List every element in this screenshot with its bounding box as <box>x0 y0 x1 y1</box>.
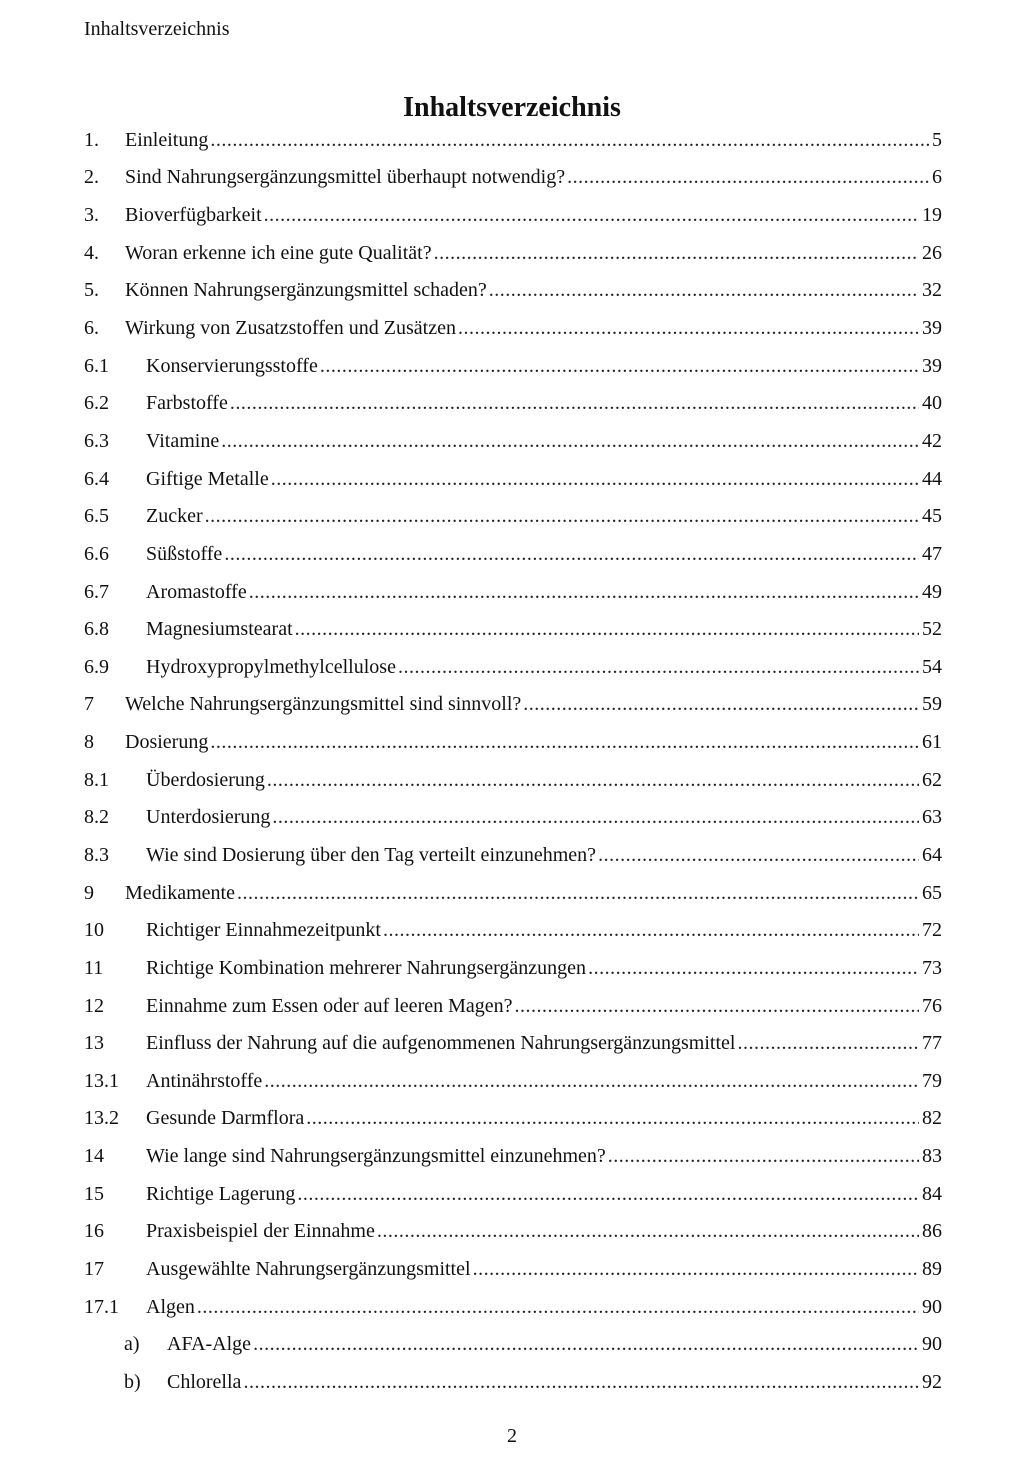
dot-leader <box>264 203 919 227</box>
toc-entry-number: 10 <box>84 919 104 942</box>
toc-entry-6[interactable] <box>84 309 942 347</box>
toc-entry-label: Magnesiumstearat <box>146 618 293 641</box>
toc-entry-label: Praxisbeispiel der Einnahme <box>146 1220 375 1243</box>
toc-entry-12[interactable] <box>84 987 942 1025</box>
toc-entry-number: 6. <box>84 317 99 340</box>
toc-entry-label: Welche Nahrungsergänzungsmittel sind sinnvoll? <box>125 693 522 716</box>
toc-entry-page: 89 <box>922 1258 942 1281</box>
toc-entry-13-1[interactable] <box>84 1062 942 1100</box>
toc-entry-label: Zucker <box>146 505 203 528</box>
toc-entry-label: Aromastoffe <box>146 580 247 603</box>
dot-leader <box>253 1332 919 1356</box>
dot-leader <box>267 768 919 792</box>
toc-entry-number: 6.8 <box>84 618 109 641</box>
toc-entry-number: 12 <box>84 994 104 1017</box>
dot-leader <box>221 429 919 453</box>
toc-entry-label: Dosierung <box>125 731 209 754</box>
toc-entry-number: 8 <box>84 731 94 754</box>
toc-entry-page: 6 <box>932 166 942 189</box>
toc-list <box>84 121 942 1401</box>
dot-leader <box>598 843 919 867</box>
dot-leader <box>272 805 919 829</box>
toc-entry-8-3[interactable] <box>84 836 942 874</box>
toc-entry-page: 62 <box>922 768 942 791</box>
toc-entry-page: 39 <box>922 354 942 377</box>
toc-entry-page: 86 <box>922 1220 942 1243</box>
toc-entry-13-2[interactable] <box>84 1100 942 1138</box>
toc-entry-page: 49 <box>922 580 942 603</box>
toc-entry-number: 5. <box>84 279 99 302</box>
toc-entry-label: Algen <box>146 1295 195 1318</box>
toc-entry-6-2[interactable] <box>84 384 942 422</box>
dot-leader <box>737 1031 919 1055</box>
toc-entry-6-7[interactable] <box>84 573 942 611</box>
dot-leader <box>243 1370 919 1394</box>
toc-entry-page: 82 <box>922 1107 942 1130</box>
toc-entry-page: 79 <box>922 1069 942 1092</box>
toc-entry-label: Vitamine <box>146 429 220 452</box>
toc-entry-label: Woran erkenne ich eine gute Qualität? <box>125 241 432 264</box>
dot-leader <box>567 165 929 189</box>
toc-entry-4[interactable] <box>84 234 942 272</box>
toc-entry-number: 6.9 <box>84 655 109 678</box>
toc-entry-page: 72 <box>922 919 942 942</box>
dot-leader <box>224 542 919 566</box>
toc-entry-number: 13 <box>84 1032 104 1055</box>
toc-entry-17-1-a[interactable] <box>84 1326 942 1364</box>
toc-entry-number: 8.3 <box>84 843 109 866</box>
toc-entry-page: 19 <box>922 204 942 227</box>
dot-leader <box>297 1182 919 1206</box>
dot-leader <box>383 918 919 942</box>
toc-entry-6-9[interactable] <box>84 648 942 686</box>
toc-entry-label: Antinährstoffe <box>146 1069 263 1092</box>
toc-entry-label: Farbstoffe <box>146 392 228 415</box>
toc-entry-6-4[interactable] <box>84 460 942 498</box>
toc-entry-17-1[interactable] <box>84 1288 942 1326</box>
toc-entry-label: Wirkung von Zusatzstoffen und Zusätzen <box>125 317 456 340</box>
toc-entry-number: 13.2 <box>84 1107 119 1130</box>
toc-entry-label: Wie sind Dosierung über den Tag verteilt einzunehmen? <box>146 843 597 866</box>
dot-leader <box>398 655 919 679</box>
toc-entry-11[interactable] <box>84 949 942 987</box>
toc-entry-label: Richtige Lagerung <box>146 1182 296 1205</box>
toc-entry-number: 2. <box>84 166 99 189</box>
toc-entry-15[interactable] <box>84 1175 942 1213</box>
dot-leader <box>210 730 919 754</box>
toc-entry-page: 76 <box>922 994 942 1017</box>
toc-entry-label: Richtige Kombination mehrerer Nahrungsergänzungen <box>146 956 587 979</box>
toc-entry-page: 54 <box>922 655 942 678</box>
toc-entry-page: 65 <box>922 881 942 904</box>
dot-leader <box>271 467 919 491</box>
dot-leader <box>197 1295 919 1319</box>
toc-entry-label: Sind Nahrungsergänzungsmittel überhaupt notwendig? <box>125 166 566 189</box>
dot-leader <box>588 956 919 980</box>
toc-entry-label: Einleitung <box>125 128 209 151</box>
toc-entry-label: Richtiger Einnahmezeitpunkt <box>146 919 381 942</box>
toc-entry-number: 6.3 <box>84 429 109 452</box>
toc-entry-9[interactable] <box>84 874 942 912</box>
toc-entry-number: 6.5 <box>84 505 109 528</box>
toc-entry-label: Bioverfügbarkeit <box>125 204 262 227</box>
dot-leader <box>210 128 929 152</box>
toc-entry-2[interactable] <box>84 159 942 197</box>
toc-entry-8[interactable] <box>84 723 942 761</box>
toc-entry-page: 64 <box>922 843 942 866</box>
toc-entry-page: 5 <box>932 128 942 151</box>
toc-entry-6-1[interactable] <box>84 347 942 385</box>
toc-entry-label: Einnahme zum Essen oder auf leeren Magen? <box>146 994 513 1017</box>
toc-entry-number: 15 <box>84 1182 104 1205</box>
toc-entry-label: Können Nahrungsergänzungsmittel schaden? <box>125 279 487 302</box>
toc-entry-number: 17 <box>84 1258 104 1281</box>
dot-leader <box>320 354 919 378</box>
toc-entry-number: 7 <box>84 693 94 716</box>
dot-leader <box>205 504 919 528</box>
toc-entry-label: Medikamente <box>125 881 235 904</box>
dot-leader <box>473 1257 919 1281</box>
toc-entry-number: 14 <box>84 1145 104 1168</box>
toc-entry-7[interactable] <box>84 686 942 724</box>
toc-entry-label: Hydroxypropylmethylcellulose <box>146 655 396 678</box>
toc-entry-page: 32 <box>922 279 942 302</box>
toc-entry-label: Chlorella <box>167 1370 242 1393</box>
toc-entry-page: 40 <box>922 392 942 415</box>
toc-entry-number: 8.2 <box>84 806 109 829</box>
toc-entry-number: 6.7 <box>84 580 109 603</box>
toc-entry-17[interactable] <box>84 1250 942 1288</box>
toc-entry-label: AFA-Alge <box>167 1333 252 1356</box>
toc-entry-number: 1. <box>84 128 99 151</box>
toc-entry-label: Konservierungsstoffe <box>146 354 318 377</box>
toc-entry-label: Wie lange sind Nahrungsergänzungsmittel einzunehmen? <box>146 1145 606 1168</box>
toc-entry-number: 3. <box>84 204 99 227</box>
running-header: Inhaltsverzeichnis <box>84 18 230 40</box>
toc-entry-page: 61 <box>922 731 942 754</box>
toc-entry-page: 90 <box>922 1333 942 1356</box>
toc-entry-page: 52 <box>922 618 942 641</box>
dot-leader <box>230 391 919 415</box>
toc-entry-number: 11 <box>84 956 104 979</box>
toc-entry-label: Ausgewählte Nahrungsergänzungsmittel <box>146 1258 471 1281</box>
dot-leader <box>489 278 919 302</box>
toc-entry-page: 83 <box>922 1145 942 1168</box>
toc-entry-17-1-b[interactable] <box>84 1363 942 1401</box>
toc-entry-number: 16 <box>84 1220 104 1243</box>
toc-entry-page: 73 <box>922 956 942 979</box>
toc-entry-3[interactable] <box>84 196 942 234</box>
toc-entry-page: 63 <box>922 806 942 829</box>
toc-entry-number: 13.1 <box>84 1069 119 1092</box>
dot-leader <box>523 692 919 716</box>
toc-entry-page: 42 <box>922 429 942 452</box>
toc-entry-page: 39 <box>922 317 942 340</box>
toc-entry-page: 90 <box>922 1295 942 1318</box>
toc-entry-number: a) <box>124 1333 140 1356</box>
toc-entry-page: 26 <box>922 241 942 264</box>
dot-leader <box>295 617 919 641</box>
toc-entry-13[interactable] <box>84 1024 942 1062</box>
toc-entry-page: 45 <box>922 505 942 528</box>
toc-entry-label: Unterdosierung <box>146 806 271 829</box>
toc-entry-number: 6.2 <box>84 392 109 415</box>
toc-entry-6-8[interactable] <box>84 610 942 648</box>
toc-entry-label: Gesunde Darmflora <box>146 1107 305 1130</box>
toc-entry-number: 6.1 <box>84 354 109 377</box>
toc-entry-6-6[interactable] <box>84 535 942 573</box>
toc-entry-page: 77 <box>922 1032 942 1055</box>
dot-leader <box>608 1144 919 1168</box>
toc-entry-page: 84 <box>922 1182 942 1205</box>
toc-entry-1[interactable] <box>84 121 942 159</box>
toc-entry-page: 47 <box>922 542 942 565</box>
toc-entry-label: Überdosierung <box>146 768 265 791</box>
toc-entry-page: 59 <box>922 693 942 716</box>
toc-entry-page: 92 <box>922 1370 942 1393</box>
dot-leader <box>249 580 919 604</box>
toc-entry-page: 44 <box>922 467 942 490</box>
toc-entry-number: 6.6 <box>84 542 109 565</box>
toc-entry-label: Einfluss der Nahrung auf die aufgenommenen Nahrungsergänzungsmittel <box>146 1032 736 1055</box>
toc-entry-number: 8.1 <box>84 768 109 791</box>
toc-entry-number: 9 <box>84 881 94 904</box>
dot-leader <box>434 241 919 265</box>
toc-entry-number: b) <box>124 1370 141 1393</box>
dot-leader <box>458 316 919 340</box>
toc-entry-8-1[interactable] <box>84 761 942 799</box>
toc-entry-label: Giftige Metalle <box>146 467 269 490</box>
dot-leader <box>515 994 919 1018</box>
toc-title: Inhaltsverzeichnis <box>403 92 621 123</box>
dot-leader <box>237 881 919 905</box>
toc-entry-number: 6.4 <box>84 467 109 490</box>
toc-entry-number: 17.1 <box>84 1295 119 1318</box>
dot-leader <box>306 1106 919 1130</box>
toc-entry-16[interactable] <box>84 1213 942 1251</box>
toc-entry-number: 4. <box>84 241 99 264</box>
dot-leader <box>377 1219 919 1243</box>
toc-entry-10[interactable] <box>84 911 942 949</box>
toc-entry-14[interactable] <box>84 1137 942 1175</box>
toc-entry-5[interactable] <box>84 272 942 310</box>
toc-entry-6-5[interactable] <box>84 497 942 535</box>
toc-entry-label: Süßstoffe <box>146 542 223 565</box>
toc-entry-8-2[interactable] <box>84 799 942 837</box>
page-number: 2 <box>507 1425 517 1447</box>
dot-leader <box>264 1069 919 1093</box>
toc-entry-6-3[interactable] <box>84 422 942 460</box>
